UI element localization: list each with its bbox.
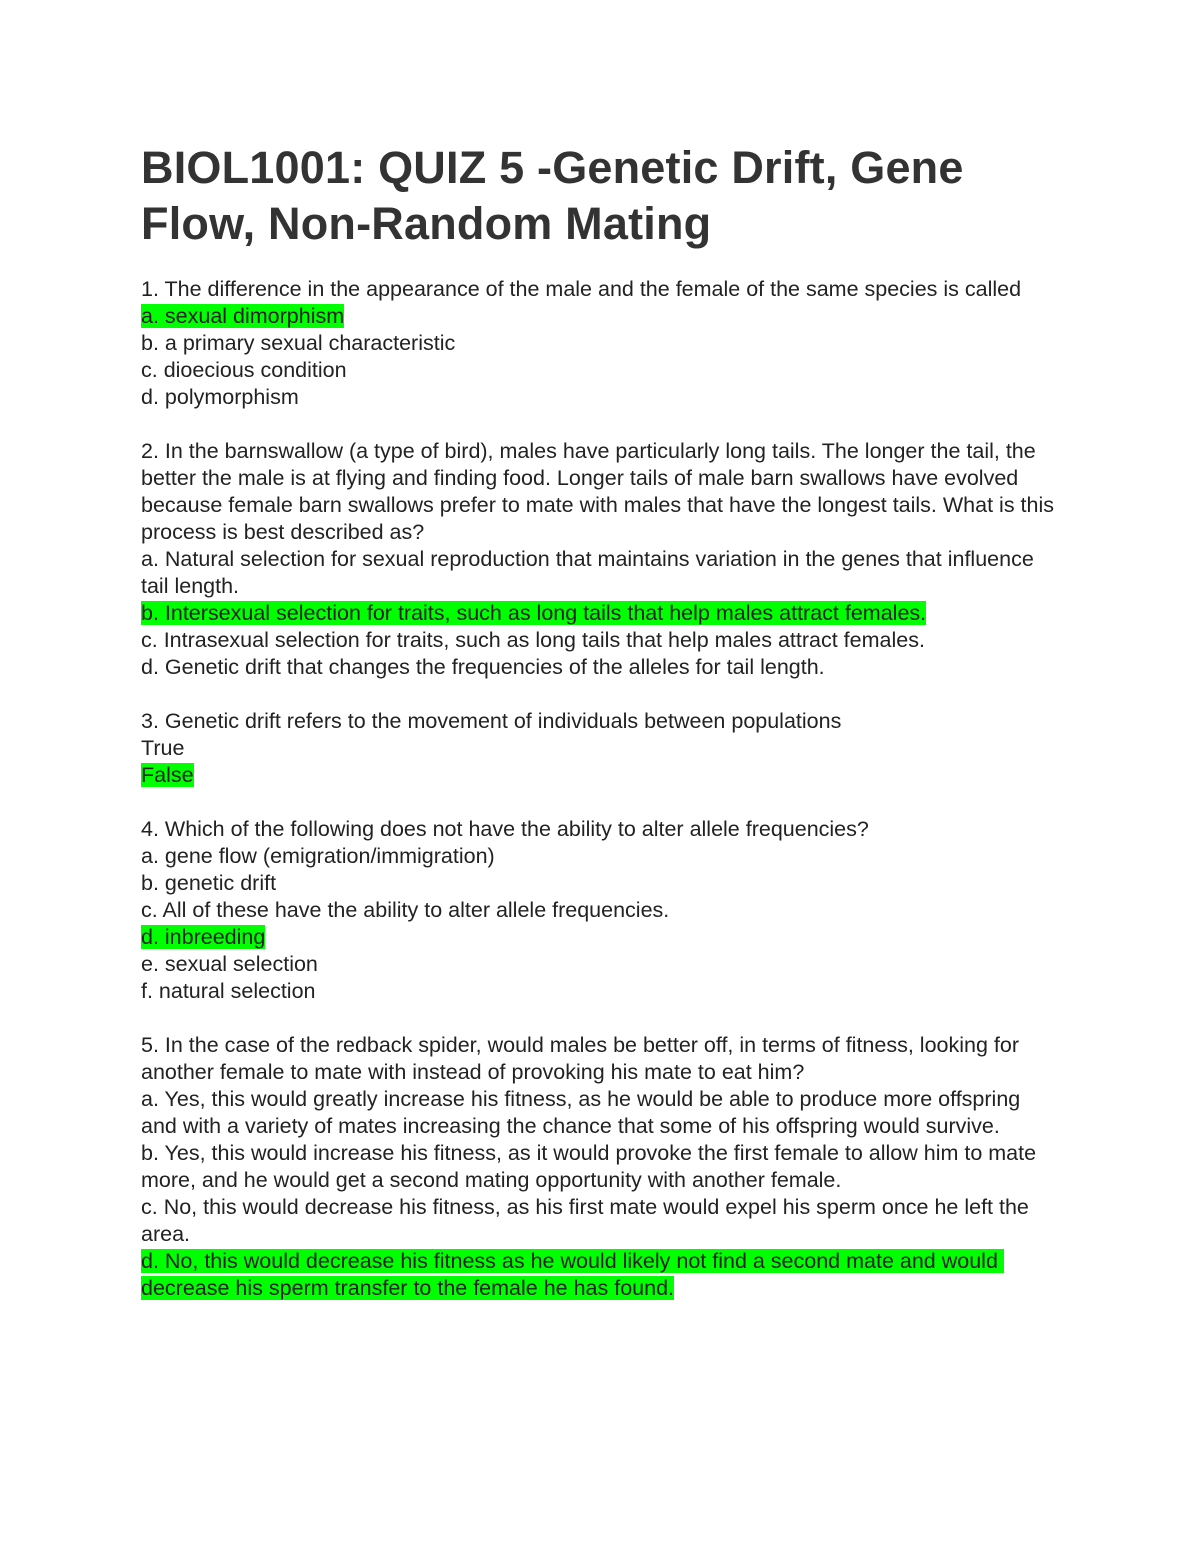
question-stem: 1. The difference in the appearance of the male and the female of the same species is called xyxy=(141,277,1022,301)
answer-option: c. dioecious condition xyxy=(141,358,347,382)
answer-option-correct: a. sexual dimorphism xyxy=(141,304,345,328)
answer-option: e. sexual selection xyxy=(141,952,318,976)
answer-option: a. Yes, this would greatly increase his fitness, as he would be able to produce more offspring and with a variety of mates increasing the chance that some of his offspring would survive. xyxy=(141,1087,1027,1138)
question-2 xyxy=(141,438,1061,681)
answer-option: b. Yes, this would increase his fitness, as it would provoke the first female to allow him to mate more, and he would get a second mating opportunity with another female. xyxy=(141,1141,1043,1192)
answer-option-correct: d. No, this would decrease his fitness as he would likely not find a second mate and would decrease his sperm transfer to the female he has found. xyxy=(141,1249,1004,1300)
answer-option: d. polymorphism xyxy=(141,385,299,409)
answer-option-correct: False xyxy=(141,763,194,787)
question-stem: 3. Genetic drift refers to the movement of individuals between populations xyxy=(141,709,842,733)
answer-option: c. Intrasexual selection for traits, such as long tails that help males attract females. xyxy=(141,628,925,652)
question-5 xyxy=(141,1032,1061,1302)
document-title: BIOL1001: QUIZ 5 -Genetic Drift, Gene Flow, Non-Random Mating xyxy=(141,142,964,249)
answer-option-correct: b. Intersexual selection for traits, such as long tails that help males attract females. xyxy=(141,601,927,625)
answer-option: a. Natural selection for sexual reproduction that maintains variation in the genes that influence tail length. xyxy=(141,547,1040,598)
document-page xyxy=(141,140,1061,1329)
question-stem: 4. Which of the following does not have the ability to alter allele frequencies? xyxy=(141,817,869,841)
answer-option: c. All of these have the ability to alter allele frequencies. xyxy=(141,898,670,922)
answer-option-correct: d. inbreeding xyxy=(141,925,266,949)
question-stem: 5. In the case of the redback spider, would males be better off, in terms of fitness, looking for another female to mate with instead of provoking his mate to eat him? xyxy=(141,1033,1025,1084)
answer-option: b. a primary sexual characteristic xyxy=(141,331,456,355)
question-4 xyxy=(141,816,1061,1005)
question-3 xyxy=(141,708,1061,789)
question-1 xyxy=(141,276,1061,411)
answer-option: b. genetic drift xyxy=(141,871,277,895)
answer-option: d. Genetic drift that changes the frequencies of the alleles for tail length. xyxy=(141,655,825,679)
answer-option: True xyxy=(141,736,185,760)
question-stem: 2. In the barnswallow (a type of bird), males have particularly long tails. The longer the tail, the better the male is at flying and finding food. Longer tails of male barn swallows have evolved because female barn swallows prefer to mate with males that have the longest tails. What is this process is best described as? xyxy=(141,439,1060,544)
answer-option: f. natural selection xyxy=(141,979,316,1003)
answer-option: a. gene flow (emigration/immigration) xyxy=(141,844,495,868)
answer-option: c. No, this would decrease his fitness, as his first mate would expel his sperm once he left the area. xyxy=(141,1195,1035,1246)
